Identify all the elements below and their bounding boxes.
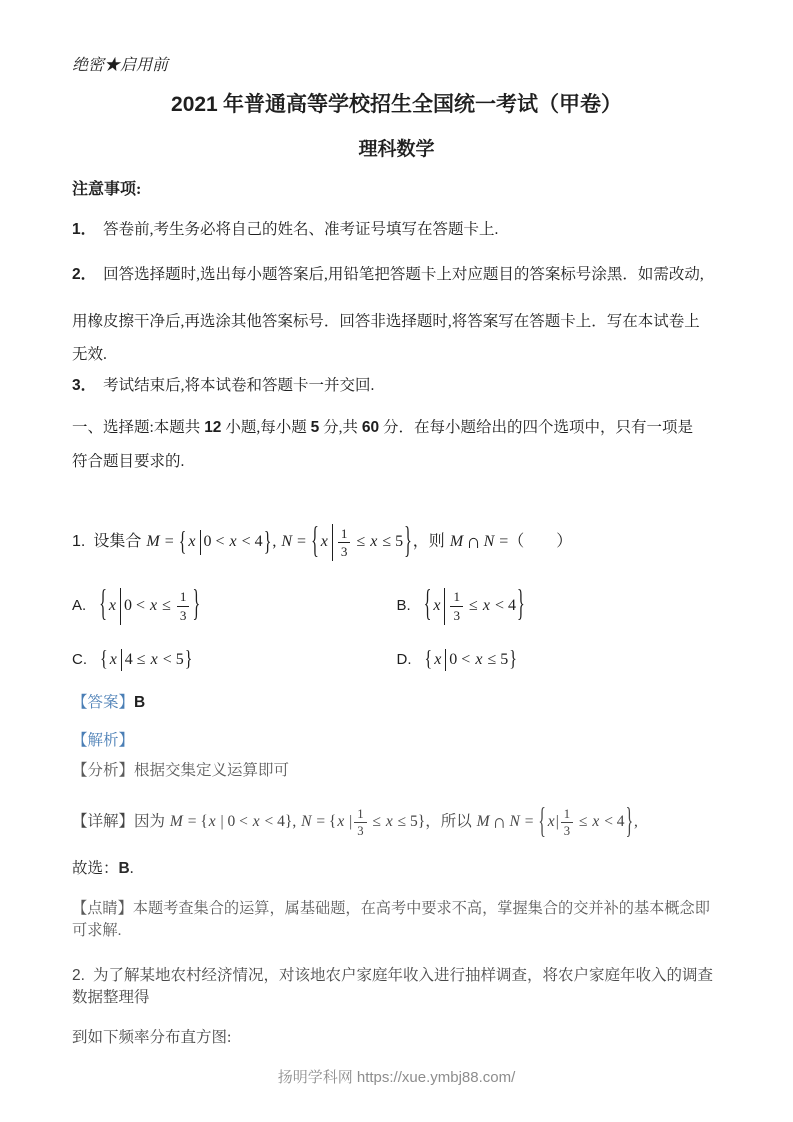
answer-line xyxy=(72,692,721,714)
note-line-2 xyxy=(72,264,721,285)
note-text: 回答选择题时,选出每小题答案后,用铅笔把答题卡上对应题目的答案标号涂黑．如需改动, xyxy=(103,266,704,283)
footer xyxy=(0,1066,793,1087)
note-number: 3． xyxy=(72,377,97,394)
answer-value: B xyxy=(134,694,146,712)
secrecy-label: 绝密★启用前 xyxy=(72,57,169,74)
question-1-math: 设集合 M = { x 0 < x < 4}, N = { x $\frac{1}{3}$ ≤ x ≤ 5}，则 M ∩ N =（ ） xyxy=(93,522,573,562)
note-text: 考试结束后,将本试卷和答题卡一并交回. xyxy=(103,377,375,394)
options-row-ab xyxy=(72,577,721,635)
footer-site-text: 扬明学科网 https://xue.ymbj88.com/ xyxy=(277,1069,516,1086)
exam-subtitle: 理科数学 xyxy=(358,139,435,160)
analysis-heading-line xyxy=(72,730,721,752)
tip-line xyxy=(72,898,721,942)
note-number: 2． xyxy=(72,266,97,283)
note-number: 1． xyxy=(72,221,97,238)
conclusion-line: 故选：B. xyxy=(72,859,134,877)
option-b xyxy=(397,577,722,635)
detail-math: 因为 M = {x | 0 < x < 4}, N = {x | $\frac{1}{3}$ ≤ x ≤ 5}，所以 M ∩ N = { x| $\frac{1}{3}$ ≤ x < 4}, xyxy=(134,802,638,842)
tip-text: 本题考查集合的运算，属基础题，在高考中要求不高，掌握集合的交并补的基本概念即可求解. xyxy=(72,899,710,939)
question-number: 2. xyxy=(72,966,85,984)
note-line-3 xyxy=(72,375,721,396)
note-text: 无效. xyxy=(72,346,107,363)
analysis-text: 根据交集定义运算即可 xyxy=(134,762,290,780)
section-heading-cont: 符合题目要求的. xyxy=(72,453,185,470)
notes-heading: 注意事项: xyxy=(72,181,142,198)
analysis-label: 【分析】 xyxy=(72,762,135,780)
option-d xyxy=(397,639,722,681)
note-line-2-end xyxy=(72,344,721,365)
option-a xyxy=(72,577,397,635)
detail-label: 【详解】 xyxy=(72,813,135,831)
answer-label: 【答案】 xyxy=(72,694,135,712)
note-text: 答卷前,考生务必将自己的姓名、准考证号填写在答题卡上. xyxy=(103,221,499,238)
option-b-label: B. xyxy=(396,596,411,614)
note-line-2-cont xyxy=(72,311,721,332)
detail-line xyxy=(72,795,721,850)
note-text: 用橡皮擦干净后,再选涂其他答案标号．回答非选择题时,将答案写在答题卡上．写在本试卷上 xyxy=(72,313,700,330)
question-2-text: 为了解某地农村经济情况，对该地农户家庭年收入进行抽样调查，将农户家庭年收入的调查数据整理得 xyxy=(72,966,713,1006)
exam-title: 2021 年普通高等学校招生全国统一考试（甲卷） xyxy=(171,92,622,116)
question-2-line2: 到如下频率分布直方图: xyxy=(72,1028,232,1046)
analysis-heading: 【解析】 xyxy=(72,732,135,750)
option-c-math: { x 4 ≤ x < 5} xyxy=(100,647,193,672)
option-c xyxy=(72,639,397,681)
question-2-line1 xyxy=(72,965,721,1009)
option-b-math: { x $\frac{1}{3}$ ≤ x < 4} xyxy=(423,585,525,625)
section-heading: 一、选择题:本题共 12 小题,每小题 5 分,共 60 分．在每小题给出的四个选项中，只有一项是 xyxy=(72,419,693,436)
question-number: 1. xyxy=(72,533,86,551)
option-a-math: { x 0 < x ≤ $\frac{1}{3}$ } xyxy=(99,585,201,625)
question-1-stem xyxy=(72,512,721,573)
option-c-label: C. xyxy=(72,651,87,669)
note-line-1 xyxy=(72,219,721,240)
option-d-label: D. xyxy=(396,651,412,669)
option-a-label: A. xyxy=(72,596,87,614)
options-row-cd xyxy=(72,639,721,681)
option-d-math: { x 0 < x ≤ 5} xyxy=(424,647,517,672)
tip-label: 【点睛】 xyxy=(72,899,133,917)
